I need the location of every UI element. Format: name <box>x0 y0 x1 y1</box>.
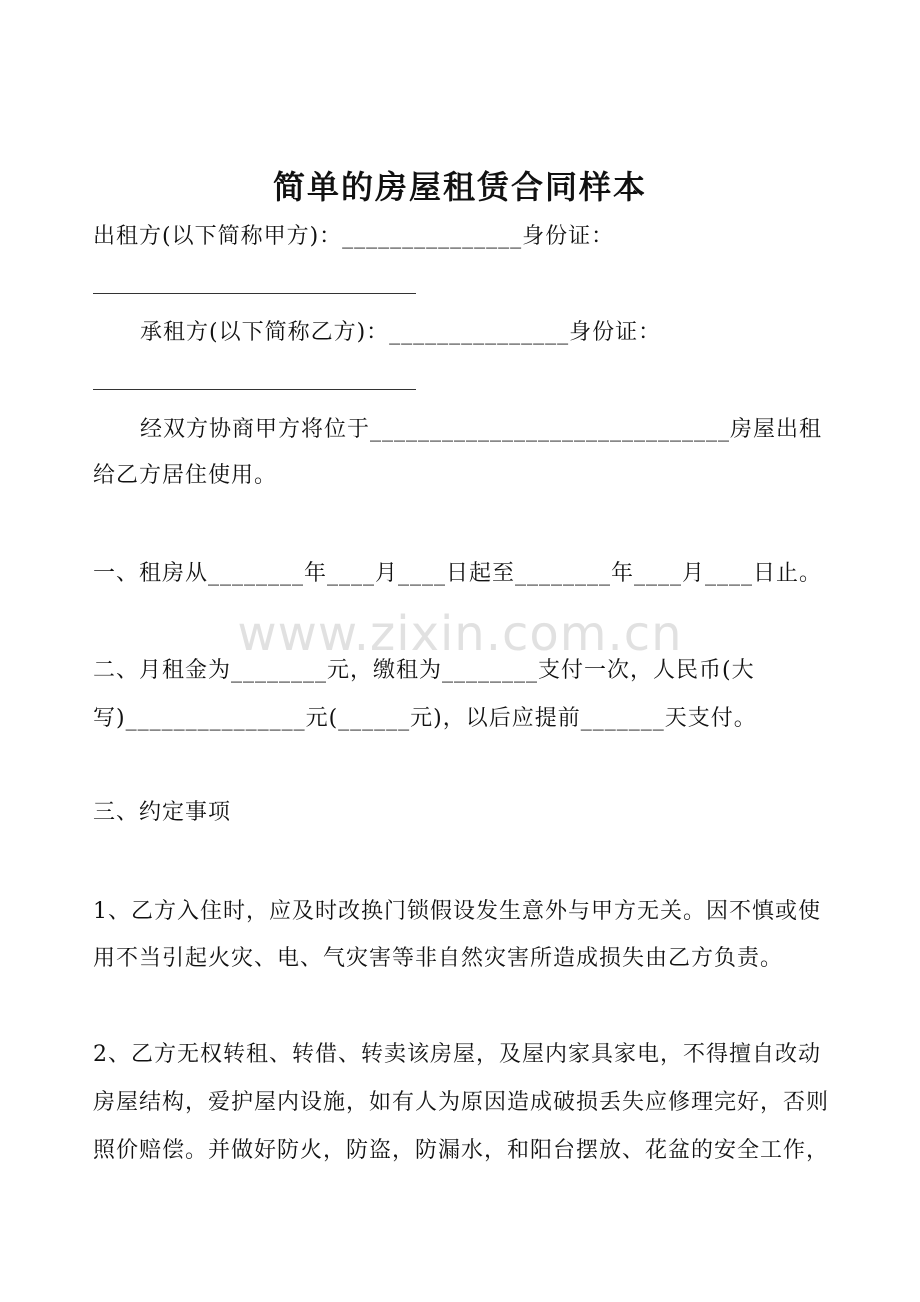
clause-3-heading: 三、约定事项 <box>93 800 232 825</box>
item-1-line-2: 用不当引起火灾、电、气灾害等非自然灾害所造成损失由乙方负责。 <box>93 946 784 971</box>
item-1-line-1: 1、乙方入住时，应及时改换门锁假设发生意外与甲方无关。因不慎或使 <box>93 899 821 924</box>
page-title: 简单的房屋租赁合同样本 <box>272 168 647 206</box>
item-2-line-2: 房屋结构，爱护屋内设施，如有人为原因造成破损丢失应修理完好，否则 <box>93 1090 830 1115</box>
lessee-id-blank-line <box>93 389 416 390</box>
clause-1-term: 一、租房从________年____月____日起至________年____月____日止。 <box>93 561 823 586</box>
lessor-id-blank-line <box>93 293 416 294</box>
item-2-line-1: 2、乙方无权转租、转借、转卖该房屋，及屋内家具家电，不得擅自改动 <box>93 1042 821 1067</box>
watermark: www.zixin.com.cn <box>237 606 683 662</box>
clause-2-line-1: 二、月租金为________元，缴租为________支付一次，人民币(大 <box>93 658 755 683</box>
item-2-line-3: 照价赔偿。并做好防火，防盗，防漏水，和阳台摆放、花盆的安全工作， <box>93 1138 830 1163</box>
property-line-2: 给乙方居住使用。 <box>93 463 278 488</box>
clause-2-line-2: 写)_______________元(______元)，以后应提前_______天支付。 <box>93 706 757 731</box>
lessor-line: 出租方(以下简称甲方)：_______________身份证： <box>93 224 615 249</box>
lessee-line: 承租方(以下简称乙方)：_______________身份证： <box>140 320 662 345</box>
property-line-1: 经双方协商甲方将位于______________________________房屋出租 <box>140 417 823 442</box>
